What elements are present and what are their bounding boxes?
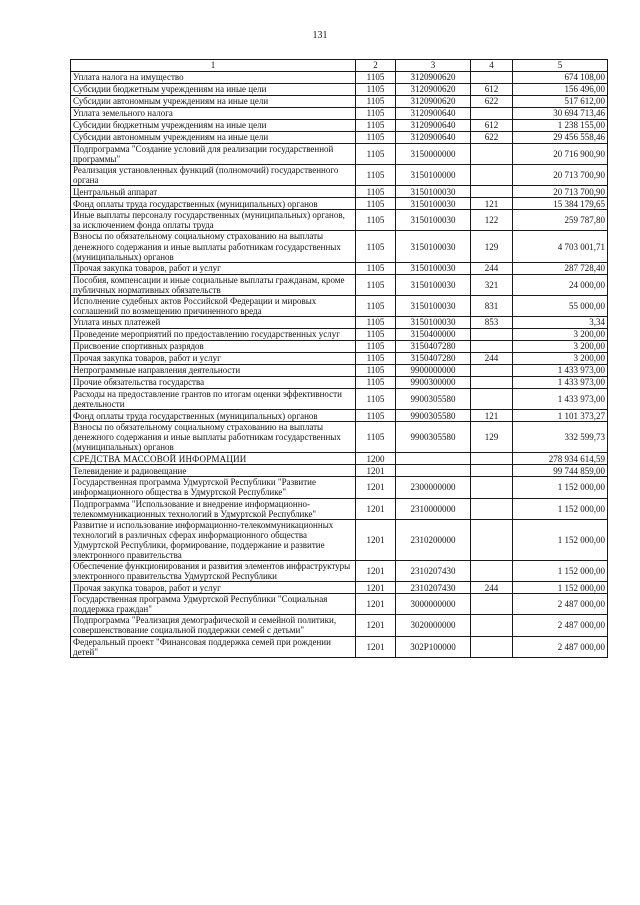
table-row [71, 615, 608, 636]
row-name: Субсидии бюджетным учреждениям на иные цели [71, 120, 356, 132]
table-row [71, 422, 608, 453]
row-section: 1105 [356, 295, 396, 316]
row-expense-type [471, 561, 513, 582]
row-section: 1201 [356, 519, 396, 560]
row-name: Государственная программа Удмуртской Республики "Социальная поддержка граждан" [71, 594, 356, 615]
row-section: 1105 [356, 329, 396, 341]
table-row [71, 341, 608, 353]
row-name: Подпрограмма "Использование и внедрение информационно-телекоммуникационных технологий в Удмуртской Республике" [71, 498, 356, 519]
row-section: 1105 [356, 132, 396, 144]
row-expense-type: 612 [471, 120, 513, 132]
row-target-code: 3120900620 [396, 84, 471, 96]
row-expense-type: 129 [471, 231, 513, 262]
row-name: Проведение мероприятий по предоставлению государственных услуг [71, 329, 356, 341]
row-section: 1105 [356, 353, 396, 365]
row-section: 1105 [356, 389, 396, 410]
row-target-code: 3150100030 [396, 317, 471, 329]
row-amount: 1 433 973,00 [513, 377, 608, 389]
row-expense-type [471, 453, 513, 465]
table-row [71, 84, 608, 96]
row-section: 1105 [356, 210, 396, 231]
row-section: 1105 [356, 341, 396, 353]
row-section: 1105 [356, 262, 396, 274]
row-target-code: 2310207430 [396, 582, 471, 594]
row-target-code: 3150400000 [396, 329, 471, 341]
row-target-code: 3150100030 [396, 210, 471, 231]
row-expense-type [471, 365, 513, 377]
row-name: Прочая закупка товаров, работ и услуг [71, 582, 356, 594]
table-row [71, 519, 608, 560]
row-expense-type [471, 72, 513, 84]
row-amount: 29 456 558,46 [513, 132, 608, 144]
row-name: Обеспечение функционирования и развития элементов инфраструктуры электронного правительства Удмуртской Республики [71, 561, 356, 582]
row-amount: 3 200,00 [513, 329, 608, 341]
table-row [71, 477, 608, 498]
row-target-code: 3120900640 [396, 132, 471, 144]
row-amount: 3,34 [513, 317, 608, 329]
row-section: 1201 [356, 636, 396, 657]
row-target-code: 2310000000 [396, 498, 471, 519]
row-expense-type [471, 465, 513, 477]
row-target-code: 2310200000 [396, 519, 471, 560]
table-row [71, 198, 608, 210]
table-row [71, 329, 608, 341]
row-expense-type: 121 [471, 410, 513, 422]
row-expense-type [471, 341, 513, 353]
row-name: Уплата иных платежей [71, 317, 356, 329]
row-amount: 99 744 859,00 [513, 465, 608, 477]
row-expense-type [471, 477, 513, 498]
row-amount: 1 152 000,00 [513, 477, 608, 498]
row-target-code: 3150100030 [396, 274, 471, 295]
table-row [71, 353, 608, 365]
table-row [71, 210, 608, 231]
row-target-code: 3120900640 [396, 108, 471, 120]
page-number: 131 [312, 30, 328, 41]
row-name: Присвоение спортивных разрядов [71, 341, 356, 353]
row-target-code: 3150100030 [396, 262, 471, 274]
row-amount: 20 713 700,90 [513, 186, 608, 198]
table-row [71, 636, 608, 657]
row-target-code: 3150100030 [396, 198, 471, 210]
row-section: 1105 [356, 365, 396, 377]
row-section: 1105 [356, 274, 396, 295]
table-row [71, 144, 608, 165]
row-amount: 20 713 700,90 [513, 165, 608, 186]
row-target-code: 3150407280 [396, 353, 471, 365]
row-section: 1201 [356, 477, 396, 498]
row-target-code: 9900305580 [396, 410, 471, 422]
row-section: 1105 [356, 186, 396, 198]
row-section: 1105 [356, 377, 396, 389]
budget-table [70, 59, 608, 658]
row-amount: 278 934 614,59 [513, 453, 608, 465]
row-target-code: 2300000000 [396, 477, 471, 498]
row-name: Расходы на предоставление грантов по итогам оценки эффективности деятельности [71, 389, 356, 410]
row-section: 1105 [356, 144, 396, 165]
row-name: Субсидии автономным учреждениям на иные цели [71, 96, 356, 108]
row-amount: 259 787,80 [513, 210, 608, 231]
row-section: 1201 [356, 465, 396, 477]
row-expense-type: 622 [471, 96, 513, 108]
row-section: 1105 [356, 96, 396, 108]
row-target-code: 302P100000 [396, 636, 471, 657]
table-row [71, 274, 608, 295]
table-row [71, 295, 608, 316]
table-row [71, 561, 608, 582]
row-expense-type: 321 [471, 274, 513, 295]
row-section: 1105 [356, 108, 396, 120]
row-amount: 287 728,40 [513, 262, 608, 274]
row-name: Телевидение и радиовещание [71, 465, 356, 477]
row-expense-type [471, 615, 513, 636]
table-row [71, 365, 608, 377]
row-target-code [396, 465, 471, 477]
row-name: Пособия, компенсации и иные социальные выплаты гражданам, кроме публичных нормативных обязательств [71, 274, 356, 295]
row-amount: 156 496,00 [513, 84, 608, 96]
row-amount: 1 101 373,27 [513, 410, 608, 422]
table-body [71, 72, 608, 658]
row-section: 1105 [356, 422, 396, 453]
table-row [71, 96, 608, 108]
table-row [71, 594, 608, 615]
row-target-code: 3120900640 [396, 120, 471, 132]
row-section: 1105 [356, 120, 396, 132]
table-row [71, 231, 608, 262]
table-header [71, 60, 608, 72]
row-expense-type [471, 594, 513, 615]
row-name: Прочая закупка товаров, работ и услуг [71, 353, 356, 365]
table-row [71, 377, 608, 389]
row-target-code: 3020000000 [396, 615, 471, 636]
row-amount: 1 433 973,00 [513, 389, 608, 410]
row-expense-type: 122 [471, 210, 513, 231]
row-amount: 332 599,73 [513, 422, 608, 453]
row-expense-type: 622 [471, 132, 513, 144]
row-section: 1201 [356, 561, 396, 582]
row-amount: 3 200,00 [513, 341, 608, 353]
row-amount: 2 487 000,00 [513, 594, 608, 615]
row-target-code: 3120900620 [396, 72, 471, 84]
row-name: Взносы по обязательному социальному страхованию на выплаты денежного содержания и иные выплаты работникам государственных (муниципальных) органов [71, 231, 356, 262]
row-name: Развитие и использование информационно-телекоммуникационных технологий в различных сферах информационного общества Удмуртской Республики, формирование, поддержание и развитие электронного правительства [71, 519, 356, 560]
row-name: Прочие обязательства государства [71, 377, 356, 389]
header-row [71, 60, 608, 72]
header-col-target-code: 3 [396, 60, 471, 72]
row-name: Фонд оплаты труда государственных (муниципальных) органов [71, 198, 356, 210]
row-name: Прочая закупка товаров, работ и услуг [71, 262, 356, 274]
table-row [71, 120, 608, 132]
row-target-code: 9900305580 [396, 422, 471, 453]
row-amount: 2 487 000,00 [513, 636, 608, 657]
row-expense-type: 612 [471, 84, 513, 96]
row-section: 1201 [356, 615, 396, 636]
row-expense-type: 244 [471, 582, 513, 594]
row-amount: 2 487 000,00 [513, 615, 608, 636]
row-name: Подпрограмма "Создание условий для реализации государственной программы" [71, 144, 356, 165]
table-row [71, 317, 608, 329]
row-expense-type [471, 389, 513, 410]
row-name: Федеральный проект "Финансовая поддержка семей при рождении детей" [71, 636, 356, 657]
row-target-code: 9900305580 [396, 389, 471, 410]
row-expense-type: 129 [471, 422, 513, 453]
row-name: Государственная программа Удмуртской Республики "Развитие информационного общества в Удмуртской Республике" [71, 477, 356, 498]
row-amount: 1 152 000,00 [513, 582, 608, 594]
row-section: 1105 [356, 231, 396, 262]
row-expense-type: 244 [471, 353, 513, 365]
row-name: Непрограммные направления деятельности [71, 365, 356, 377]
row-name: Исполнение судебных актов Российской Федерации и мировых соглашений по возмещению причиненного вреда [71, 295, 356, 316]
row-expense-type: 121 [471, 198, 513, 210]
row-section: 1105 [356, 72, 396, 84]
table-row [71, 186, 608, 198]
row-amount: 24 000,00 [513, 274, 608, 295]
row-expense-type [471, 377, 513, 389]
table-row [71, 582, 608, 594]
row-amount: 1 152 000,00 [513, 498, 608, 519]
table-row [71, 498, 608, 519]
row-target-code: 3150000000 [396, 144, 471, 165]
row-target-code: 3150100000 [396, 165, 471, 186]
table-row [71, 465, 608, 477]
row-amount: 517 612,00 [513, 96, 608, 108]
row-amount: 15 384 179,65 [513, 198, 608, 210]
row-amount: 20 716 900,90 [513, 144, 608, 165]
table-row [71, 262, 608, 274]
row-section: 1200 [356, 453, 396, 465]
table-row [71, 72, 608, 84]
row-expense-type [471, 165, 513, 186]
row-name: Центральный аппарат [71, 186, 356, 198]
row-name: Фонд оплаты труда государственных (муниципальных) органов [71, 410, 356, 422]
row-target-code: 3150100030 [396, 231, 471, 262]
row-section: 1105 [356, 198, 396, 210]
row-target-code [396, 453, 471, 465]
row-name: Подпрограмма "Реализация демографической и семейной политики, совершенствование социальной поддержки семей с детьми" [71, 615, 356, 636]
row-amount: 1 433 973,00 [513, 365, 608, 377]
row-name: Иные выплаты персоналу государственных (муниципальных) органов, за исключением фонда оплаты труда [71, 210, 356, 231]
row-expense-type [471, 636, 513, 657]
row-expense-type [471, 144, 513, 165]
row-section: 1105 [356, 317, 396, 329]
table-row [71, 132, 608, 144]
row-amount: 4 703 001,71 [513, 231, 608, 262]
row-amount: 30 694 713,46 [513, 108, 608, 120]
row-section: 1201 [356, 582, 396, 594]
row-amount: 1 238 155,00 [513, 120, 608, 132]
table-row [71, 410, 608, 422]
row-name: СРЕДСТВА МАССОВОЙ ИНФОРМАЦИИ [71, 453, 356, 465]
row-expense-type: 244 [471, 262, 513, 274]
row-target-code: 3150100030 [396, 186, 471, 198]
row-amount: 3 200,00 [513, 353, 608, 365]
table-row [71, 453, 608, 465]
table-row [71, 389, 608, 410]
row-target-code: 3000000000 [396, 594, 471, 615]
row-expense-type [471, 186, 513, 198]
row-expense-type [471, 519, 513, 560]
header-col-expense-type: 4 [471, 60, 513, 72]
row-name: Уплата налога на имущество [71, 72, 356, 84]
row-expense-type [471, 329, 513, 341]
row-expense-type: 831 [471, 295, 513, 316]
header-col-name: 1 [71, 60, 356, 72]
row-expense-type [471, 498, 513, 519]
row-name: Реализация установленных функций (полномочий) государственного органа [71, 165, 356, 186]
row-amount: 1 152 000,00 [513, 561, 608, 582]
table-row [71, 165, 608, 186]
row-section: 1201 [356, 498, 396, 519]
row-name: Взносы по обязательному социальному страхованию на выплаты денежного содержания и иные выплаты работникам государственных (муниципальных) органов [71, 422, 356, 453]
row-name: Субсидии автономным учреждениям на иные цели [71, 132, 356, 144]
header-col-amount: 5 [513, 60, 608, 72]
row-target-code: 9900300000 [396, 377, 471, 389]
row-target-code: 2310207430 [396, 561, 471, 582]
row-name: Субсидии бюджетным учреждениям на иные цели [71, 84, 356, 96]
row-amount: 1 152 000,00 [513, 519, 608, 560]
row-target-code: 9900000000 [396, 365, 471, 377]
table-row [71, 108, 608, 120]
row-target-code: 3150100030 [396, 295, 471, 316]
row-expense-type [471, 108, 513, 120]
row-section: 1105 [356, 84, 396, 96]
row-name: Уплата земельного налога [71, 108, 356, 120]
header-col-section: 2 [356, 60, 396, 72]
row-target-code: 3120900620 [396, 96, 471, 108]
row-expense-type: 853 [471, 317, 513, 329]
row-amount: 674 108,00 [513, 72, 608, 84]
row-section: 1201 [356, 594, 396, 615]
row-target-code: 3150407280 [396, 341, 471, 353]
row-amount: 55 000,00 [513, 295, 608, 316]
row-section: 1105 [356, 165, 396, 186]
row-section: 1105 [356, 410, 396, 422]
